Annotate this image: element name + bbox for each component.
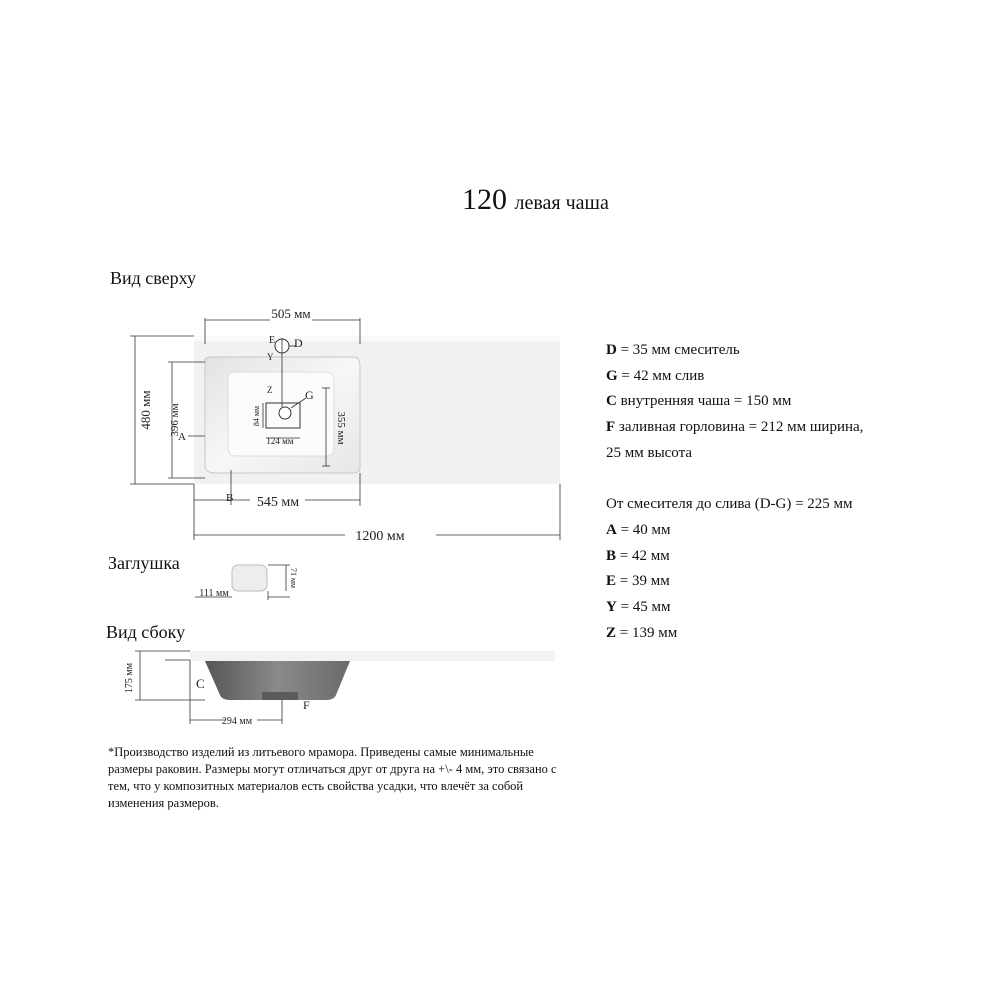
label-B: B <box>226 492 234 504</box>
dim-480: 480 мм <box>138 390 153 430</box>
legend-row <box>606 466 863 492</box>
drain-hole <box>279 407 291 419</box>
legend-row: 25 мм высота <box>606 444 693 461</box>
dim-124: 124 мм <box>266 436 294 446</box>
label-Y: Y <box>267 352 274 362</box>
legend-row: G = 42 мм слив <box>606 367 705 384</box>
label-A: A <box>178 431 186 443</box>
label-G: G <box>305 388 314 402</box>
side-countertop <box>190 651 555 661</box>
side-dim-h: 175 мм <box>124 662 135 694</box>
plug-drawing <box>195 565 298 600</box>
dim-355: 355 мм <box>335 411 347 445</box>
legend-row: D = 35 мм смеситель <box>606 342 740 358</box>
label-C: C <box>196 676 205 691</box>
side-view-heading: Вид сбоку <box>106 622 186 642</box>
top-view <box>130 306 560 544</box>
legend-row: Z = 139 мм <box>606 624 678 641</box>
dim-84: 84 мм <box>252 405 261 427</box>
legend <box>606 338 863 646</box>
plug-dim-w: 111 мм <box>199 588 229 599</box>
label-Z: Z <box>267 385 273 395</box>
legend-row: F заливная горловина = 212 мм ширина, <box>606 419 864 436</box>
plug-dim-h: 71 мм <box>289 567 298 589</box>
footnote: *Производство изделий из литьевого мрамора. Приведены самые минимальные размеры раковин. Размеры могут отличаться друг от друга на +\- 4 мм, это связано с тем, что у композитных материалов есть свойства усадки, что влечёт за собой изменения размеров. <box>108 745 557 810</box>
dim-396: 396 мм <box>169 403 181 437</box>
dim-505: 505 мм <box>271 306 311 321</box>
side-drain-neck <box>262 692 298 700</box>
plug-shape <box>232 565 267 591</box>
legend-row: C внутренняя чаша = 150 мм <box>606 393 792 410</box>
legend-row: B = 42 мм <box>606 547 670 564</box>
side-dim-w: 294 мм <box>221 716 253 727</box>
dim-1200: 1200 мм <box>355 529 405 544</box>
side-view <box>124 651 555 727</box>
legend-row: A = 40 мм <box>606 521 671 538</box>
label-E: E <box>269 335 276 346</box>
plug-heading: Заглушка <box>108 553 180 573</box>
legend-row: От смесителя до слива (D-G) = 225 мм <box>606 496 853 513</box>
dim-545: 545 мм <box>256 495 300 510</box>
legend-row: Y = 45 мм <box>606 598 671 615</box>
top-view-heading: Вид сверху <box>110 268 196 288</box>
title-number: 120 <box>462 183 507 216</box>
label-F: F <box>303 698 310 712</box>
legend-row: E = 39 мм <box>606 573 670 590</box>
label-D: D <box>294 336 303 350</box>
title-text: левая чаша <box>514 192 609 214</box>
